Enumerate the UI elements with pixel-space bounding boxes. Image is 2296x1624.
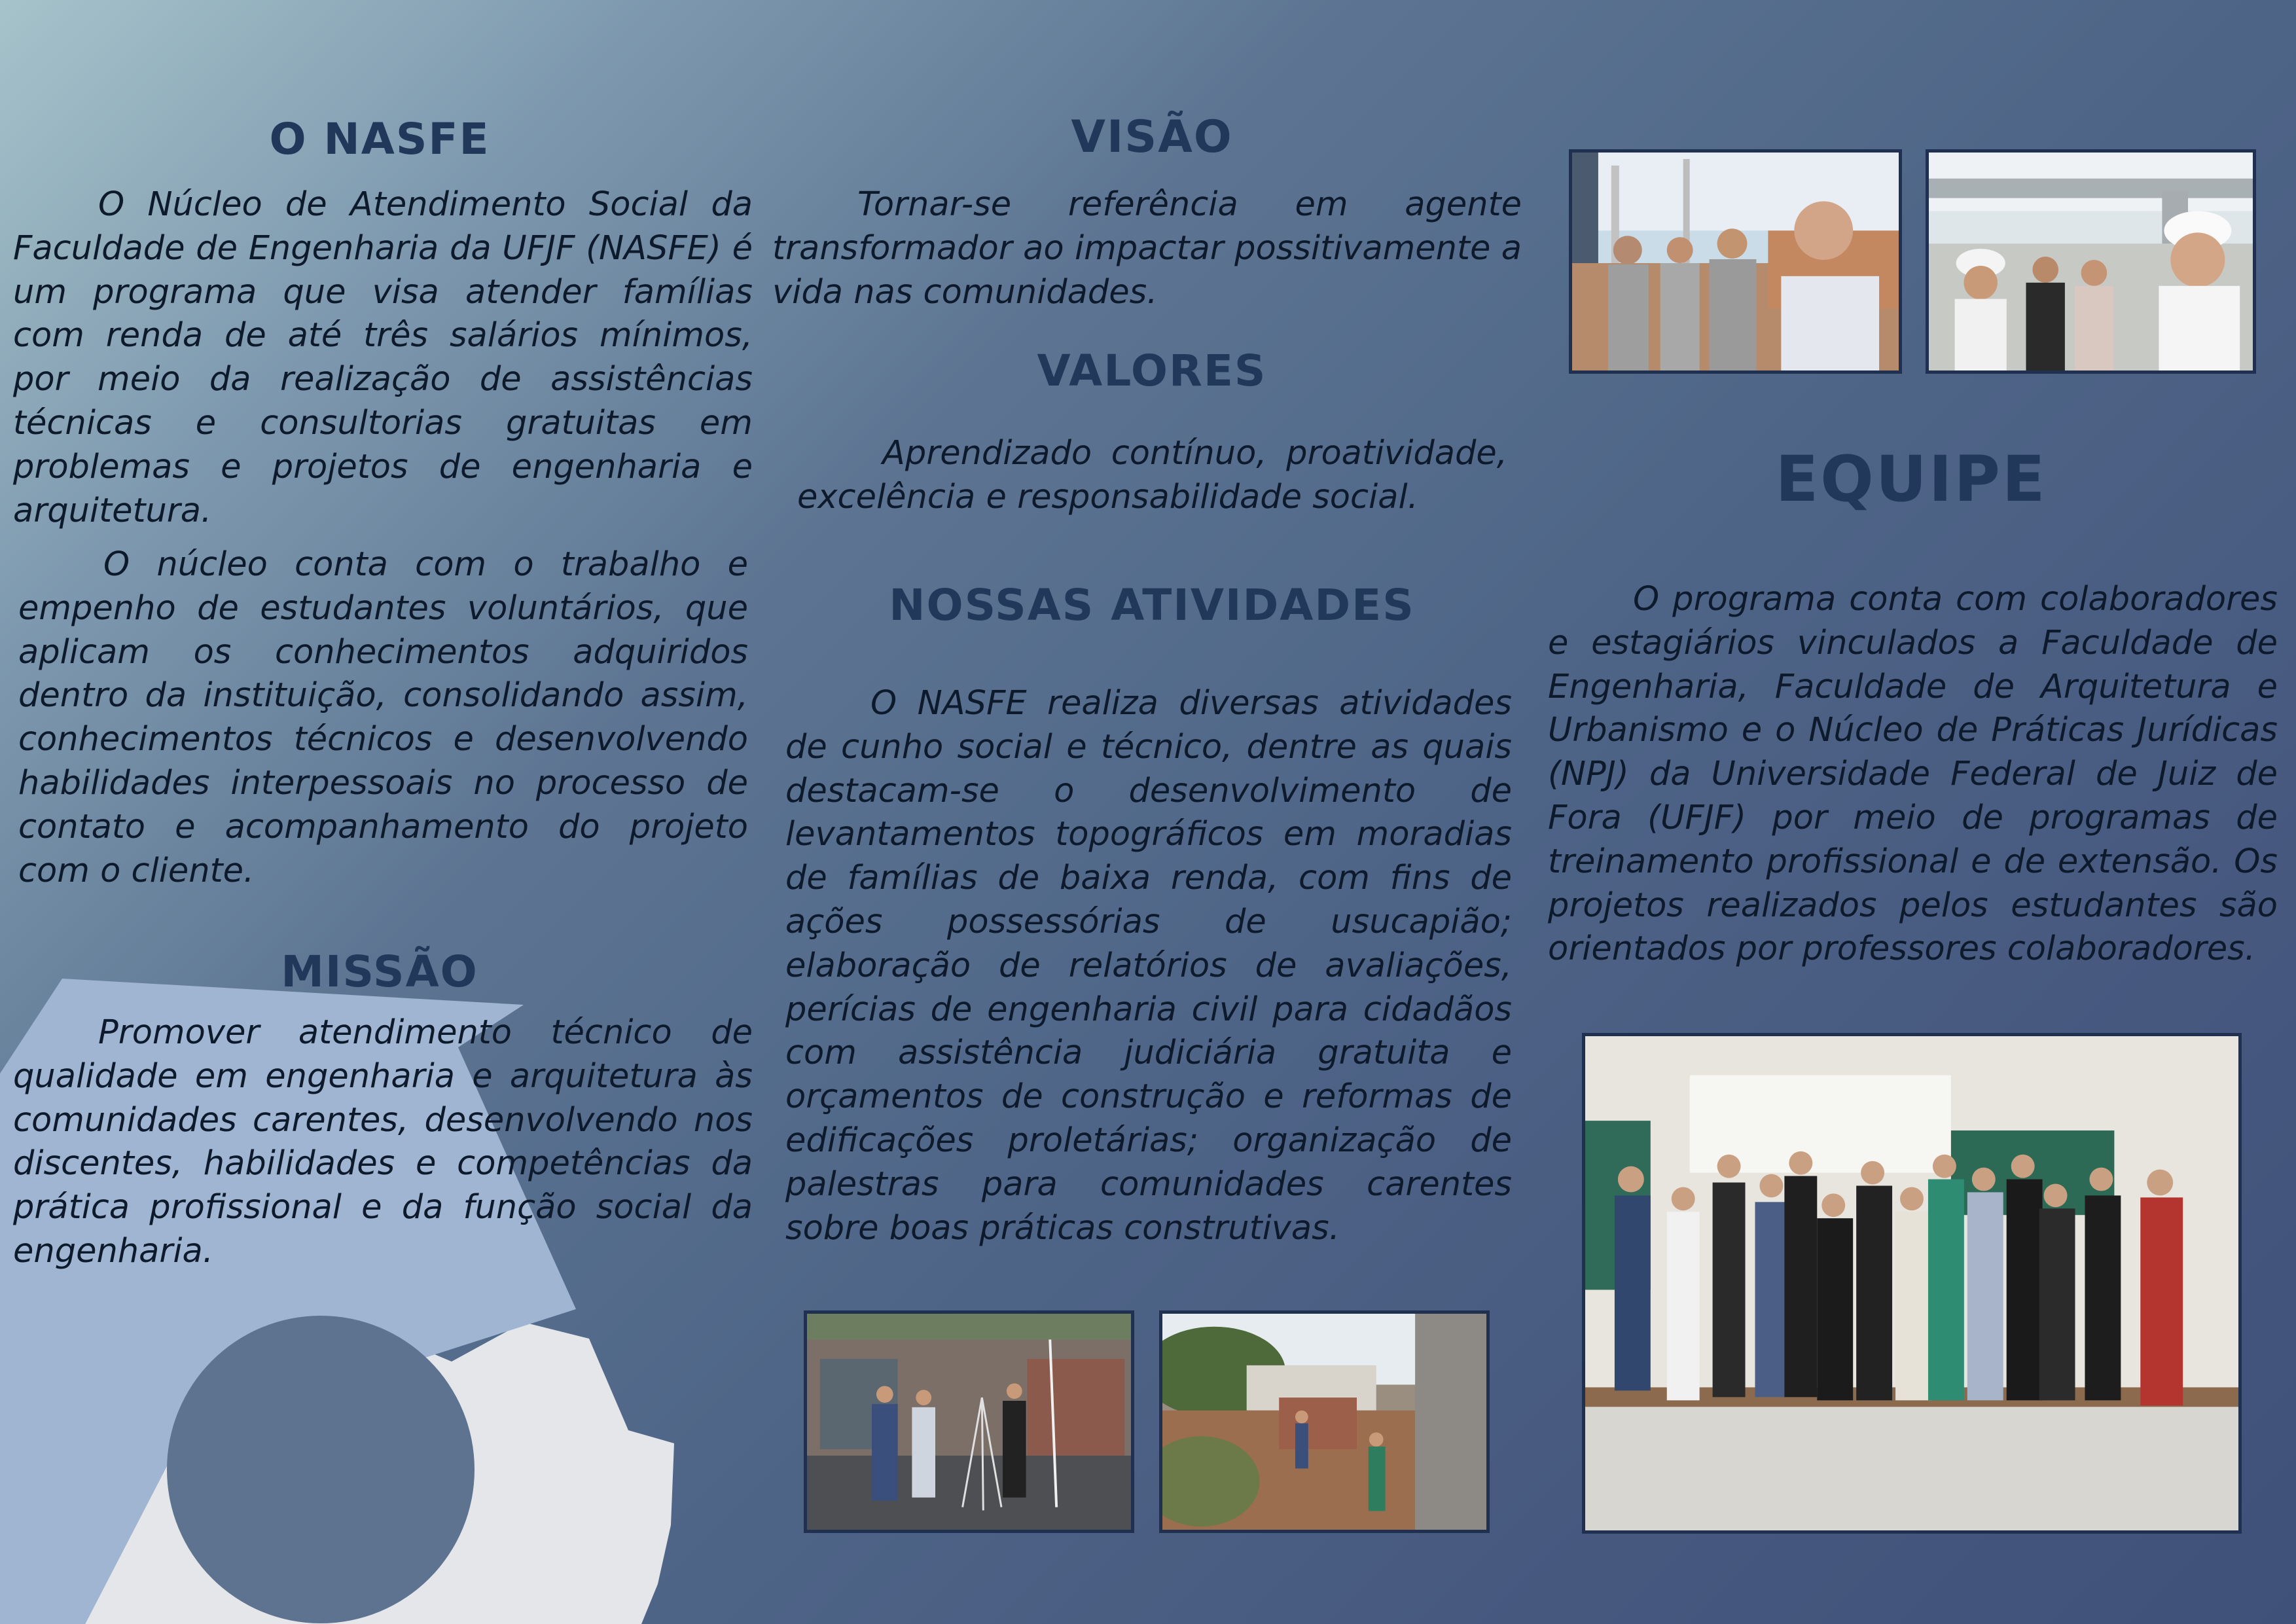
photo-site-visit [1159, 1310, 1490, 1533]
equipe-title: EQUIPE [1775, 442, 2047, 516]
valores-text: Aprendizado contínuo, proatividade, excelência e responsabilidade social. [797, 434, 1507, 516]
photo-construction-team [1569, 149, 1902, 374]
atividades-title: NOSSAS ATIVIDADES [889, 580, 1415, 630]
equipe-text: O programa conta com colaboradores e estagiários vinculados a Faculdade de Engenharia, Faculdade de Arquitetura e Urbanismo e o Núcleo de Práticas Jurídicas (NPJ) da Universidade Federal de Juiz de Fora (UFJF) por meio de programas de treinamento profissional e de extensão. Os projetos realizados pelos estudantes são orientados por professores colaboradores. [1548, 580, 2278, 969]
photo-topographic-survey [804, 1310, 1134, 1533]
visao-title: VISÃO [1071, 111, 1233, 163]
nasfe-title: O NASFE [269, 114, 490, 164]
nasfe-paragraph-2: O núcleo conta com o trabalho e empenho de estudantes voluntários, que aplicam os conhecimentos adquiridos dentro da instituição, consolidando assim, conhecimentos técnicos e desenvolvendo habilidades interpessoais no processo de contato e acompanhamento do projeto com o cliente. [18, 545, 748, 890]
valores-title: VALORES [1037, 346, 1267, 396]
visao-text: Tornar-se referência em agente transformador ao impactar possitivamente a vida nas comunidades. [772, 185, 1522, 312]
missao-title: MISSÃO [281, 947, 478, 997]
nasfe-paragraph-1: O Núcleo de Atendimento Social da Faculdade de Engenharia da UFJF (NASFE) é um programa que visa atender famílias com renda de até três salários mínimos, por meio da realização de assistências técnicas e consultorias gratuitas em problemas e projetos de engenharia e arquitetura. [13, 185, 753, 530]
missao-text: Promover atendimento técnico de qualidade em engenharia e arquitetura às comunidades carentes, desenvolvendo nos discentes, habilidades e competências da prática profissional e da função social da engenharia. [13, 1013, 753, 1271]
photo-team-group [1582, 1033, 2242, 1534]
atividades-text: O NASFE realiza diversas atividades de cunho social e técnico, dentre as quais destacam-se o desenvolvimento de levantamentos topográficos em moradias de famílias de baixa renda, com fins de ações possessórias de usucapião; elaboração de relatórios de avaliações, perícias de engenharia civil para cidadãos com assistência judiciária gratuita e orçamentos de construção e reformas de edificações proletárias; organização de palestras para comunidades carentes sobre boas práticas construtivas. [785, 684, 1512, 1248]
photo-hard-hats-group [1926, 149, 2256, 374]
gear-hub [167, 1316, 475, 1623]
